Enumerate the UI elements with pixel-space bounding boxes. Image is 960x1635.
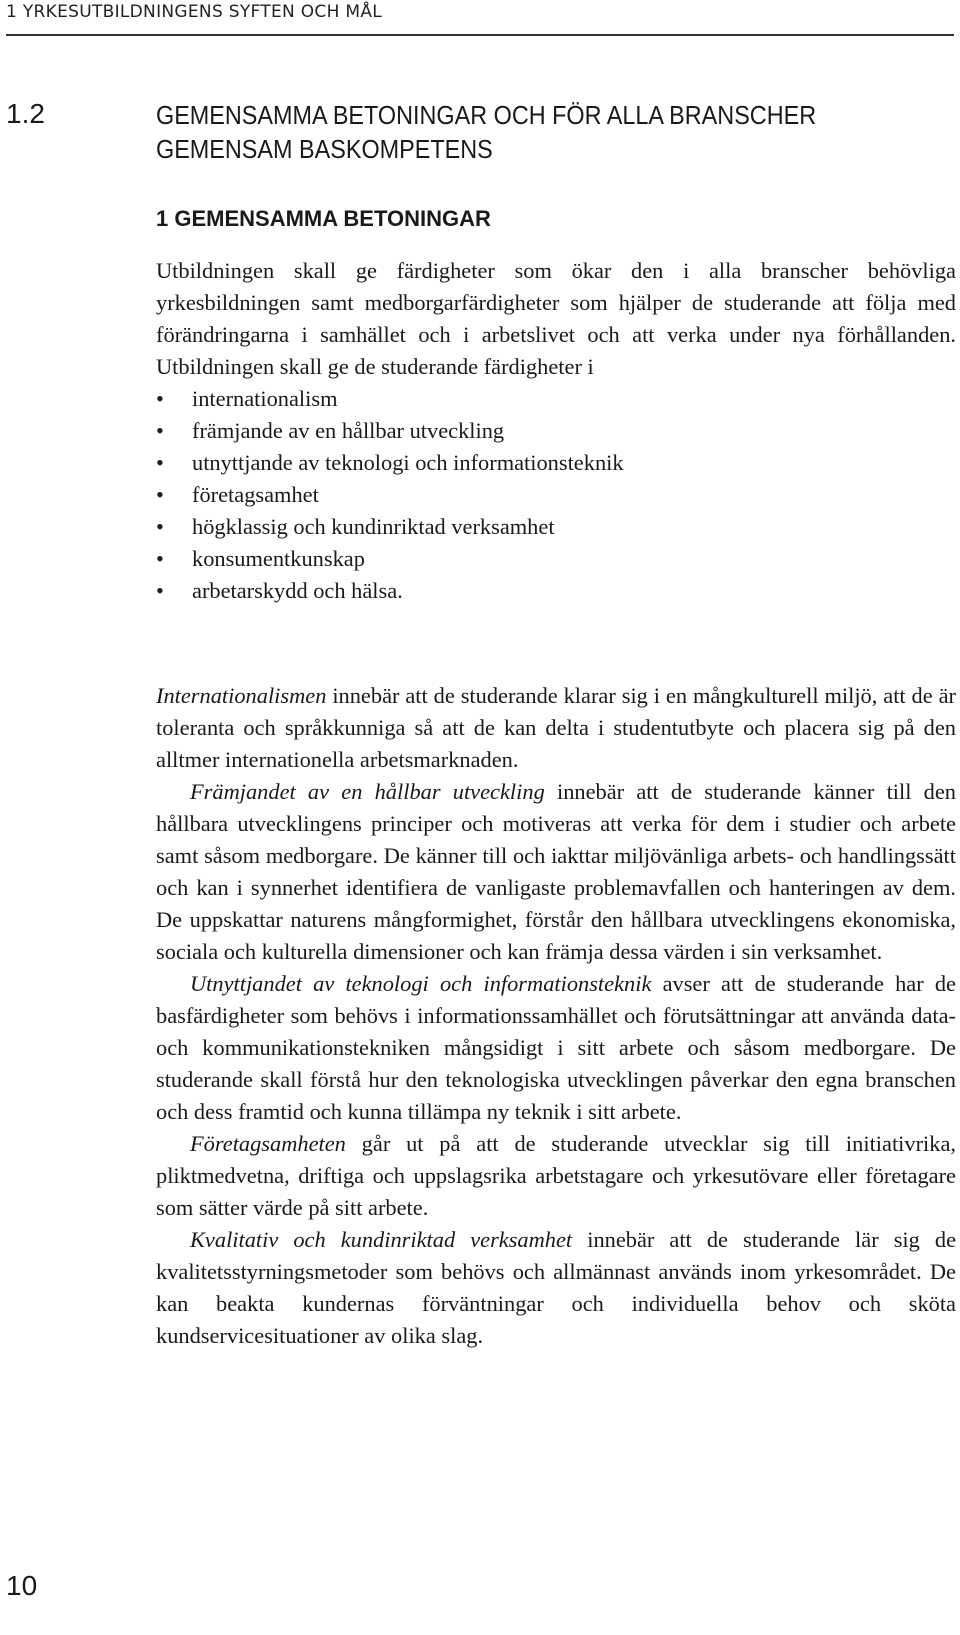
running-header-text: 1 YRKESUTBILDNINGENS SYFTEN OCH MÅL xyxy=(6,2,383,22)
list-item xyxy=(156,479,956,511)
paragraph-sustainability xyxy=(156,776,956,968)
page-number: 10 xyxy=(6,1570,38,1601)
list-item-text: konsumentkunskap xyxy=(192,546,365,571)
bullet-glyph: • xyxy=(156,450,164,475)
paragraph-quality xyxy=(156,1224,956,1352)
list-item xyxy=(156,415,956,447)
section-title xyxy=(156,98,858,166)
paragraph-term: Utnyttjandet av teknologi och informationsteknik xyxy=(190,971,652,996)
section-title-line-1: GEMENSAMMA BETONINGAR OCH FÖR ALLA BRANSCHER xyxy=(156,100,817,130)
intro-paragraph: Utbildningen skall ge färdigheter som ökar den i alla branscher behövliga yrkesbildningen samt medborgarfärdigheter som hjälper de studerande att följa med förändringarna i samhället och i arbetslivet och att verka under nya förhållanden. Utbildningen skall ge de studerande färdigheter i xyxy=(156,258,956,379)
list-item-text: företagsamhet xyxy=(192,482,319,507)
list-item-text: internationalism xyxy=(192,386,338,411)
list-item xyxy=(156,575,956,607)
paragraph-term: Företagsamheten xyxy=(190,1131,346,1156)
bullet-glyph: • xyxy=(156,386,164,411)
bullet-glyph: • xyxy=(156,514,164,539)
bullet-glyph: • xyxy=(156,546,164,571)
list-item-text: främjande av en hållbar utveckling xyxy=(192,418,505,443)
list-item xyxy=(156,383,956,415)
bullet-glyph: • xyxy=(156,418,164,443)
section-title-line-2: GEMENSAM BASKOMPETENS xyxy=(156,134,493,164)
paragraph-technology xyxy=(156,968,956,1128)
list-item xyxy=(156,511,956,543)
bullet-glyph: • xyxy=(156,578,164,603)
subheading: 1 GEMENSAMMA BETONINGAR xyxy=(156,206,491,231)
paragraph-term: Kvalitativ och kundinriktad verksamhet xyxy=(190,1227,573,1252)
intro-section xyxy=(156,255,956,607)
details-section xyxy=(156,680,956,1352)
running-header xyxy=(6,0,954,36)
paragraph-text: innebär att de studerande känner till den hållbara utvecklingens principer och motiveras att verka för dem i studier och arbete samt såsom medborgare. De känner till och iakttar miljövänliga arbets- och handlingssätt och kan i synnerhet identifiera de vanligaste problemavfallen och hanteringen av dem. De uppskattar naturens mångformighet, förstår den hållbara utvecklingens ekonomiska, sociala och kulturella dimensioner och kan främja dessa värden i sin verksamhet. xyxy=(156,779,956,964)
paragraph-text: avser att de studerande har de basfärdigheter som behövs i informationssamhället och förutsättningar att använda data- och kommunikationstekniken mångsidigt i sitt arbete och såsom medborgare. De studerande skall förstå hur den teknologiska utvecklingen påverkar den egna branschen och dess framtid och kunna tillämpa ny teknik i sitt arbete. xyxy=(156,971,956,1124)
list-item-text: arbetarskydd och hälsa. xyxy=(192,578,403,603)
paragraph-text: innebär att de studerande klarar sig i en mångkulturell miljö, att de är toleranta och språkkunniga så att de kan delta i studentutbyte och placera sig på den alltmer internationella arbetsmarknaden. xyxy=(156,683,956,772)
paragraph-text: innebär att de studerande lär sig de kvalitetsstyrningsmetoder som behövs och allmännast används inom yrkesområdet. De kan beakta kundernas förväntningar och individuella behov och sköta kundservicesituationer av olika slag. xyxy=(156,1227,957,1348)
list-item-text: högklassig och kundinriktad verksamhet xyxy=(192,514,555,539)
paragraph-internationalism xyxy=(156,680,956,776)
paragraph-term: Internationalismen xyxy=(156,683,327,708)
paragraph-term: Främjandet av en hållbar utveckling xyxy=(190,779,545,804)
list-item-text: utnyttjande av teknologi och informationsteknik xyxy=(192,450,624,475)
bullet-glyph: • xyxy=(156,482,164,507)
paragraph-text: går ut på att de studerande utvecklar sig till initiativrika, pliktmedvetna, driftiga och uppslagsrika arbetstagare och yrkesutövare eller företagare som sätter värde på sitt arbete. xyxy=(156,1131,956,1220)
section-number: 1.2 xyxy=(6,98,45,129)
list-item xyxy=(156,447,956,479)
list-item xyxy=(156,543,956,575)
competence-list xyxy=(156,383,956,607)
paragraph-entrepreneurship xyxy=(156,1128,956,1224)
